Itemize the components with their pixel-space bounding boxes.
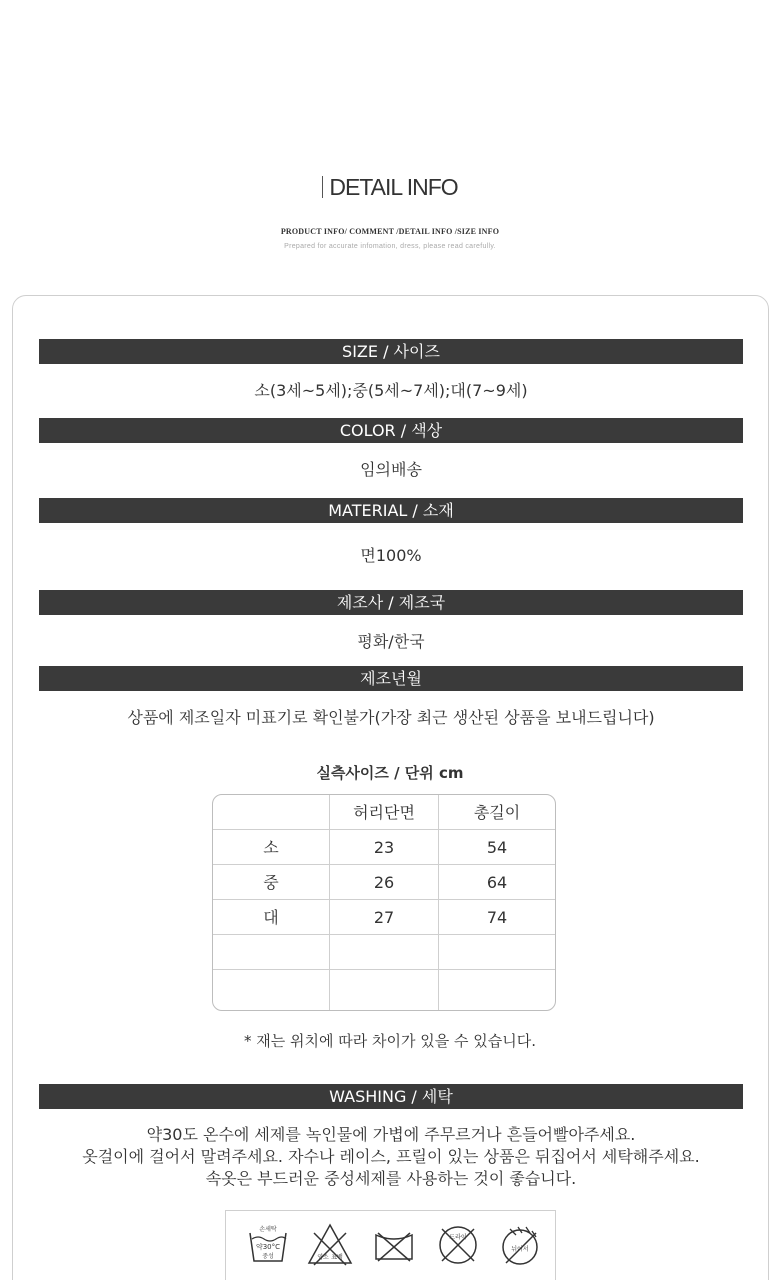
table-row	[213, 970, 555, 1011]
size-value: 소(3세~5세);중(5세~7세);대(7~9세)	[254, 381, 528, 400]
color-value: 임의배송	[360, 460, 422, 479]
measurement-note: * 재는 위치에 따라 차이가 있을 수 있습니다.	[244, 1032, 536, 1050]
detail-header	[0, 0, 780, 300]
table-header-cell: 허리단면	[329, 795, 438, 829]
table-row	[213, 900, 555, 935]
table-cell	[329, 935, 438, 969]
table-cell: 27	[329, 900, 438, 934]
table-row	[213, 865, 555, 900]
table-cell	[213, 970, 329, 1011]
table-cell: 64	[438, 865, 555, 899]
svg-text:표백: 표백	[331, 1254, 343, 1261]
table-header-cell: 총길이	[438, 795, 555, 829]
detail-nav-text: PRODUCT INFO/ COMMENT /DETAIL INFO /SIZE INFO	[280, 227, 500, 236]
table-cell: 대	[263, 908, 279, 927]
size-table	[212, 794, 556, 1011]
date-value: 상품에 제조일자 미표기로 확인불가(가장 최근 생산된 상품을 보내드립니다)	[127, 708, 655, 727]
table-cell	[213, 935, 329, 969]
no-wring-icon	[496, 1221, 544, 1269]
material-value: 면100%	[360, 546, 422, 565]
table-row	[213, 830, 555, 865]
maker-band: 제조사 / 제조국	[39, 590, 743, 615]
table-row	[213, 935, 555, 970]
care-icons-panel	[225, 1210, 556, 1280]
table-cell: 소	[263, 838, 279, 857]
date-band: 제조년월	[39, 666, 743, 691]
svg-text:뉘어서: 뉘어서	[511, 1246, 529, 1253]
washing-instructions	[39, 1124, 743, 1190]
washing-line: 약30도 온수에 세제를 녹인물에 가볍에 주무르거나 흔들어빨아주세요.	[146, 1125, 636, 1144]
color-band: COLOR / 색상	[39, 418, 743, 443]
table-cell	[329, 970, 438, 1011]
material-band: MATERIAL / 소재	[39, 498, 743, 523]
table-cell: 26	[329, 865, 438, 899]
svg-text:손세탁: 손세탁	[259, 1226, 277, 1233]
size-table-caption: 실측사이즈 / 단위 cm	[316, 764, 464, 782]
table-cell: 74	[438, 900, 555, 934]
table-cell: 54	[438, 830, 555, 864]
no-tumble-dry-icon	[370, 1221, 418, 1269]
table-cell	[438, 970, 555, 1011]
washing-line: 옷걸이에 걸어서 말려주세요. 자수나 레이스, 프릴이 있는 상품은 뒤집어서 세탁해주세요.	[82, 1147, 700, 1166]
svg-text:중성: 중성	[262, 1253, 274, 1260]
detail-subtitle: Prepared for accurate infomation, dress, please read carefully.	[284, 243, 496, 250]
table-cell: 23	[329, 830, 438, 864]
washing-line: 속옷은 부드러운 중성세제를 사용하는 것이 좋습니다.	[205, 1169, 577, 1188]
washing-band: WASHING / 세탁	[39, 1084, 743, 1109]
table-cell: 중	[263, 873, 279, 892]
svg-text:약30°C: 약30°C	[255, 1243, 281, 1251]
svg-text:염소: 염소	[317, 1254, 329, 1261]
svg-text:드라이: 드라이	[449, 1234, 467, 1241]
table-header-row	[213, 795, 555, 830]
no-dry-clean-icon	[434, 1221, 482, 1269]
table-header-cell	[213, 795, 329, 829]
detail-title: DETAIL INFO	[0, 174, 780, 201]
size-band: SIZE / 사이즈	[39, 339, 743, 364]
maker-value: 평화/한국	[357, 632, 425, 651]
hand-wash-30-icon	[244, 1221, 292, 1269]
no-bleach-icon	[306, 1221, 354, 1269]
table-cell	[438, 935, 555, 969]
